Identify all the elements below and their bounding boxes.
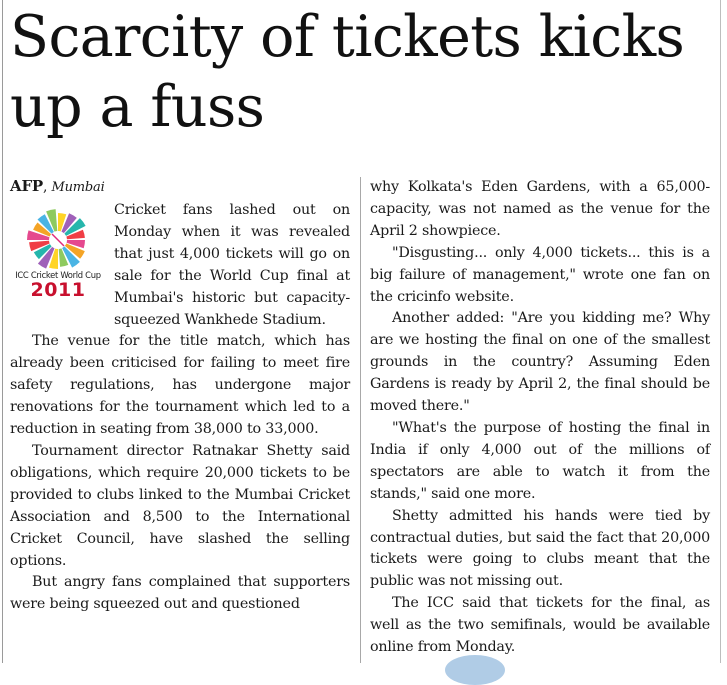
article-left-column (10, 177, 350, 616)
world-cup-logo (10, 206, 106, 318)
article-paragraph: "Disgusting... only 4,000 tickets... this is a big failure of management," wrote one fan on the cricinfo website. (370, 244, 710, 305)
article-paragraph: The venue for the title match, which has already been criticised for failing to meet fire safety regulations, has undergone major renovations for the tournament which led to a reduction in seating from 38,000 to 33,000. (10, 333, 350, 438)
article-paragraph: why Kolkata's Eden Gardens, with a 65,000-capacity, was not named as the venue for the April 2 showpiece. (370, 179, 710, 239)
next-article-logo-fragment (445, 655, 505, 685)
logo-caption: ICC Cricket World Cup (15, 270, 101, 280)
page-left-rule (2, 0, 3, 663)
article-paragraph: "What's the purpose of hosting the final in India if only 4,000 out of the millions of spectators are able to watch it from the stands," said one more. (370, 419, 710, 502)
article-paragraph: Shetty admitted his hands were tied by contractual duties, but said the fact that 20,000 tickets were going to clubs meant that the public was not missing out. (370, 507, 710, 590)
byline-city: Mumbai (51, 180, 105, 195)
page-right-rule (720, 0, 721, 663)
article-paragraph: The ICC said that tickets for the final, as well as the two semifinals, would be available online from Monday. (370, 595, 710, 656)
column-divider (360, 177, 361, 663)
cricket-ball-logo-icon (22, 206, 94, 270)
byline (10, 177, 350, 200)
article-paragraph: Another added: "Are you kidding me? Why are we hosting the final on one of the smallest grounds in the country? Assuming Eden Gardens is ready by April 2, the final should be moved there." (370, 310, 710, 415)
logo-year: 2011 (30, 279, 86, 301)
article-paragraph: Cricket fans lashed out on Monday when it was revealed that just 4,000 tickets will go on sale for the World Cup final at Mumbai's historic but capacity-squeezed Wankhede Stadium. (114, 202, 350, 328)
article-paragraph: But angry fans complained that supporters were being squeezed out and questioned (10, 574, 350, 613)
byline-separator: , (42, 179, 52, 195)
article-right-column (370, 177, 710, 659)
headline: Scarcity of tickets kicks up a fuss (10, 4, 685, 140)
byline-agency: AFP (10, 177, 43, 195)
article-paragraph: Tournament director Ratnakar Shetty said obligations, which require 20,000 tickets to be provided to clubs linked to the Mumbai Cricket Association and 8,500 to the International Cricket Council, have slashed the selling options. (10, 442, 350, 569)
